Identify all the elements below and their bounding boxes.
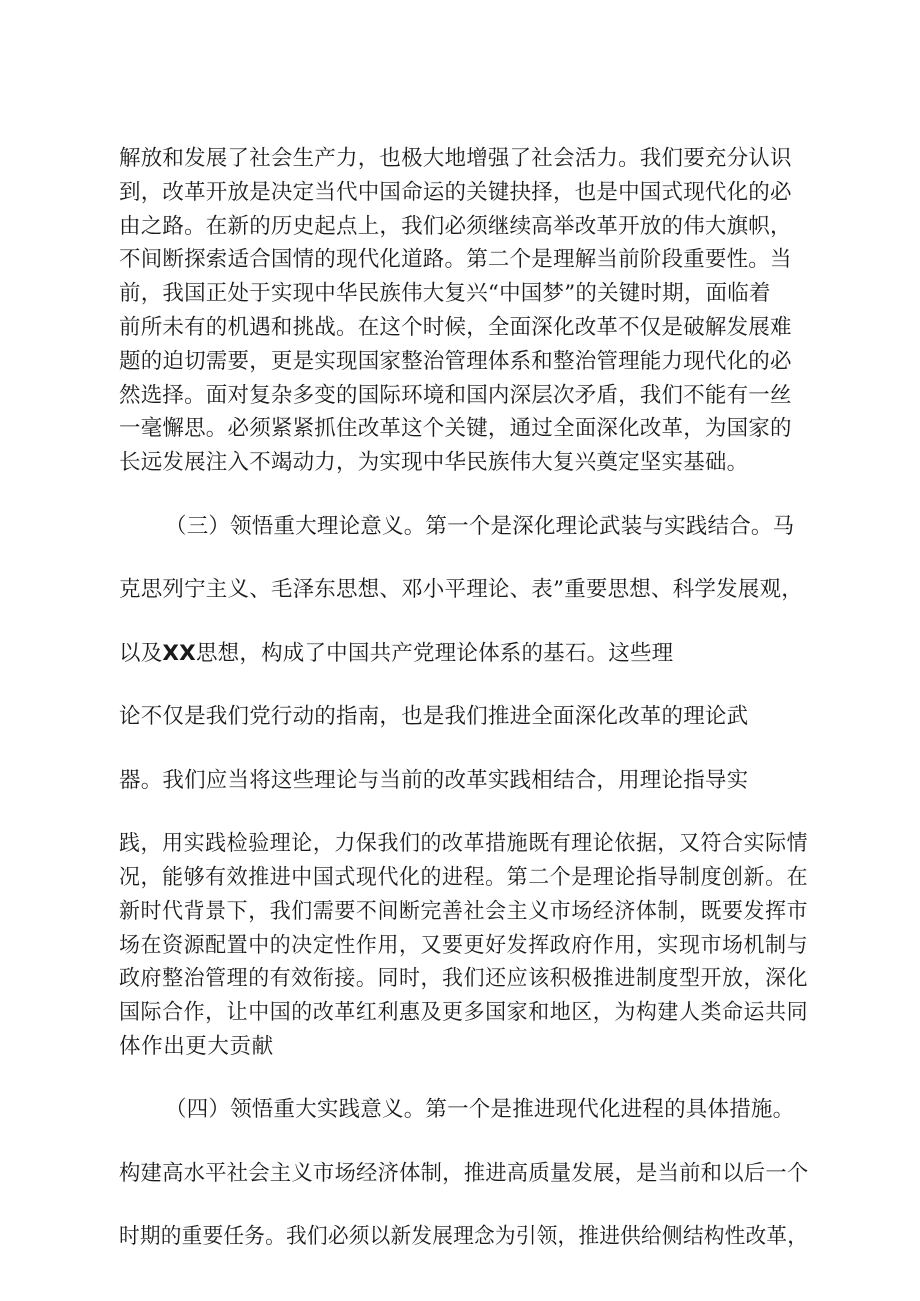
text-line: 题的迫切需要，更是实现国家整治管理体系和整治管理能力现代化的必 [119, 349, 792, 374]
text-line: 时期的重要任务。我们必须以新发展理念为引领，推进供给侧结构性改革， [119, 1224, 809, 1249]
text-line: 国际合作，让中国的改革红利惠及更多国家和地区，为构建人类命运共同 [119, 1000, 809, 1025]
text-line: 况，能够有效推进中国式现代化的进程。第二个是理论指导制度创新。在 [119, 865, 809, 890]
text-line: 一毫懈思。必须紧紧抓住改革这个关键，通过全面深化改革，为国家的 [119, 416, 792, 441]
text-line: 体作出更大贡献 [119, 1034, 274, 1059]
text-line [119, 640, 673, 668]
section-heading-line: （三）领悟重大理论意义。第一个是深化理论武装与实践结合。马 [165, 514, 795, 539]
text-line: 不间断探索适合国情的现代化道路。第二个是理解当前阶段重要性。当 [119, 247, 792, 272]
text-line: 由之路。在新的历史起点上，我们必须继续高举改革开放的伟大旗帜， [119, 214, 792, 239]
text-line: 论不仅是我们党行动的指南，也是我们推进全面深化改革的理论武 [119, 704, 749, 729]
text-line: 场在资源配置中的决定性作用，又要更好发挥政府作用，实现市场机制与 [119, 933, 809, 958]
text-line: 克思列宁主义、毛泽东思想、邓小平理论、表”重要思想、科学发展观， [119, 577, 803, 602]
section-heading-line: （四）领悟重大实践意义。第一个是推进现代化进程的具体措施。 [165, 1097, 795, 1122]
text-span: 思想，构成了中国共产党理论体系的基石。这些理 [195, 641, 674, 666]
text-line: 践，用实践检验理论，力保我们的改革措施既有理论依据，又符合实际情 [119, 831, 809, 856]
text-line: 前，我国正处于实现中华民族伟大复兴“中国梦”的关键时期，面临着 [119, 281, 771, 306]
text-line: 新时代背景下，我们需要不间断完善社会主义市场经济体制，既要发挥市 [119, 899, 809, 924]
text-span: 以及 [119, 641, 163, 666]
text-line: 政府整治管理的有效衔接。同时，我们还应该积极推进制度型开放，深化 [119, 966, 809, 991]
text-line: 然选择。面对复杂多变的国际环境和国内深层次矛盾，我们不能有一丝 [119, 383, 792, 408]
bold-placeholder: XX [162, 641, 196, 666]
text-line: 前所未有的机遇和挑战。在这个时候，全面深化改革不仅是破解发展难 [119, 315, 792, 340]
text-line: 到，改革开放是决定当代中国命运的关键抉择，也是中国式现代化的必 [119, 180, 792, 205]
text-line: 器。我们应当将这些理论与当前的改革实践相结合，用理论指导实 [119, 768, 749, 793]
text-line: 解放和发展了社会生产力，也极大地增强了社会活力。我们要充分认识 [119, 146, 792, 171]
text-line: 构建高水平社会主义市场经济体制，推进高质量发展，是当前和以后一个 [119, 1161, 809, 1186]
text-line: 长远发展注入不竭动力，为实现中华民族伟大复兴奠定坚实基础。 [119, 450, 749, 475]
